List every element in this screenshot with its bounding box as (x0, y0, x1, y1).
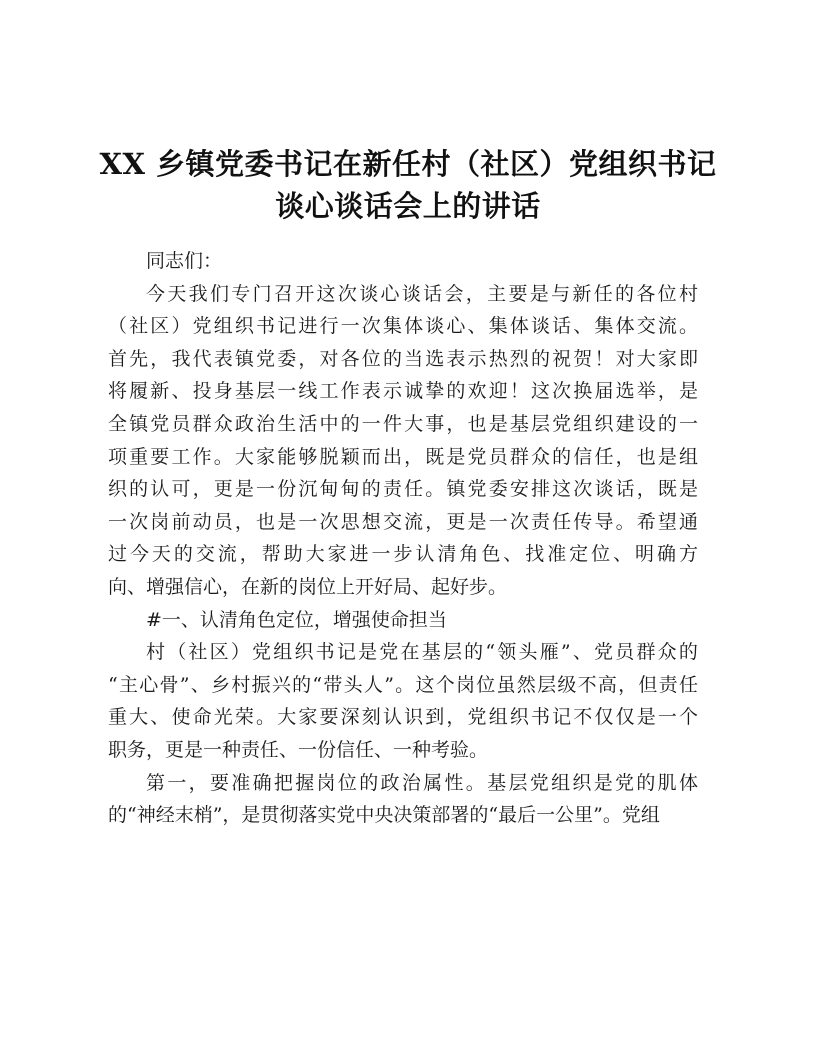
body-line: 职务，更是一种责任、一份信任、一种考验。 (108, 739, 489, 761)
body-line: 村（社区）党组织书记是党在基层的“领头雁”、党员群众的 (146, 641, 701, 664)
body-line: 将履新、投身基层一线工作表示诚挚的欢迎！这次换届选举，是 (108, 380, 701, 403)
body-line: 过今天的交流，帮助大家进一步认清角色、找准定位、明确方 (108, 543, 701, 566)
body-line: 向、增强信心，在新的岗位上开好局、起好步。 (108, 576, 508, 598)
body-line: 同志们： (146, 250, 223, 272)
document-title-line-1: XX 乡镇党委书记在新任村（社区）党组织书记 (99, 147, 717, 181)
body-line: （社区）党组织书记进行一次集体谈心、集体谈话、集体交流。 (108, 315, 701, 338)
body-line: 今天我们专门召开这次谈心谈话会，主要是与新任的各位村 (146, 282, 701, 305)
body-line: 全镇党员群众政治生活中的一件大事，也是基层党组织建设的一 (108, 413, 701, 435)
body-line: 项重要工作。大家能够脱颖而出，既是党员群众的信任，也是组 (108, 445, 701, 468)
body-line: 一次岗前动员，也是一次思想交流，更是一次责任传导。希望通 (108, 510, 701, 533)
body-line: 第一，要准确把握岗位的政治属性。基层党组织是党的肌体 (146, 771, 701, 794)
body-line: 织的认可，更是一份沉甸甸的责任。镇党委安排这次谈话，既是 (108, 478, 701, 501)
document-title-line-2: 谈心谈话会上的讲话 (275, 189, 541, 223)
body-line: 的“神经末梢”，是贯彻落实党中央决策部署的“最后一公里”。党组 (108, 804, 660, 827)
body-line: #一、认清角色定位，增强使命担当 (146, 608, 447, 631)
body-line: “主心骨”、乡村振兴的“带头人”。这个岗位虽然层级不高，但责任 (108, 673, 700, 696)
body-line: 首先，我代表镇党委，对各位的当选表示热烈的祝贺！对大家即 (108, 347, 701, 370)
body-line: 重大、使命光荣。大家要深刻认识到，党组织书记不仅仅是一个 (108, 706, 701, 729)
